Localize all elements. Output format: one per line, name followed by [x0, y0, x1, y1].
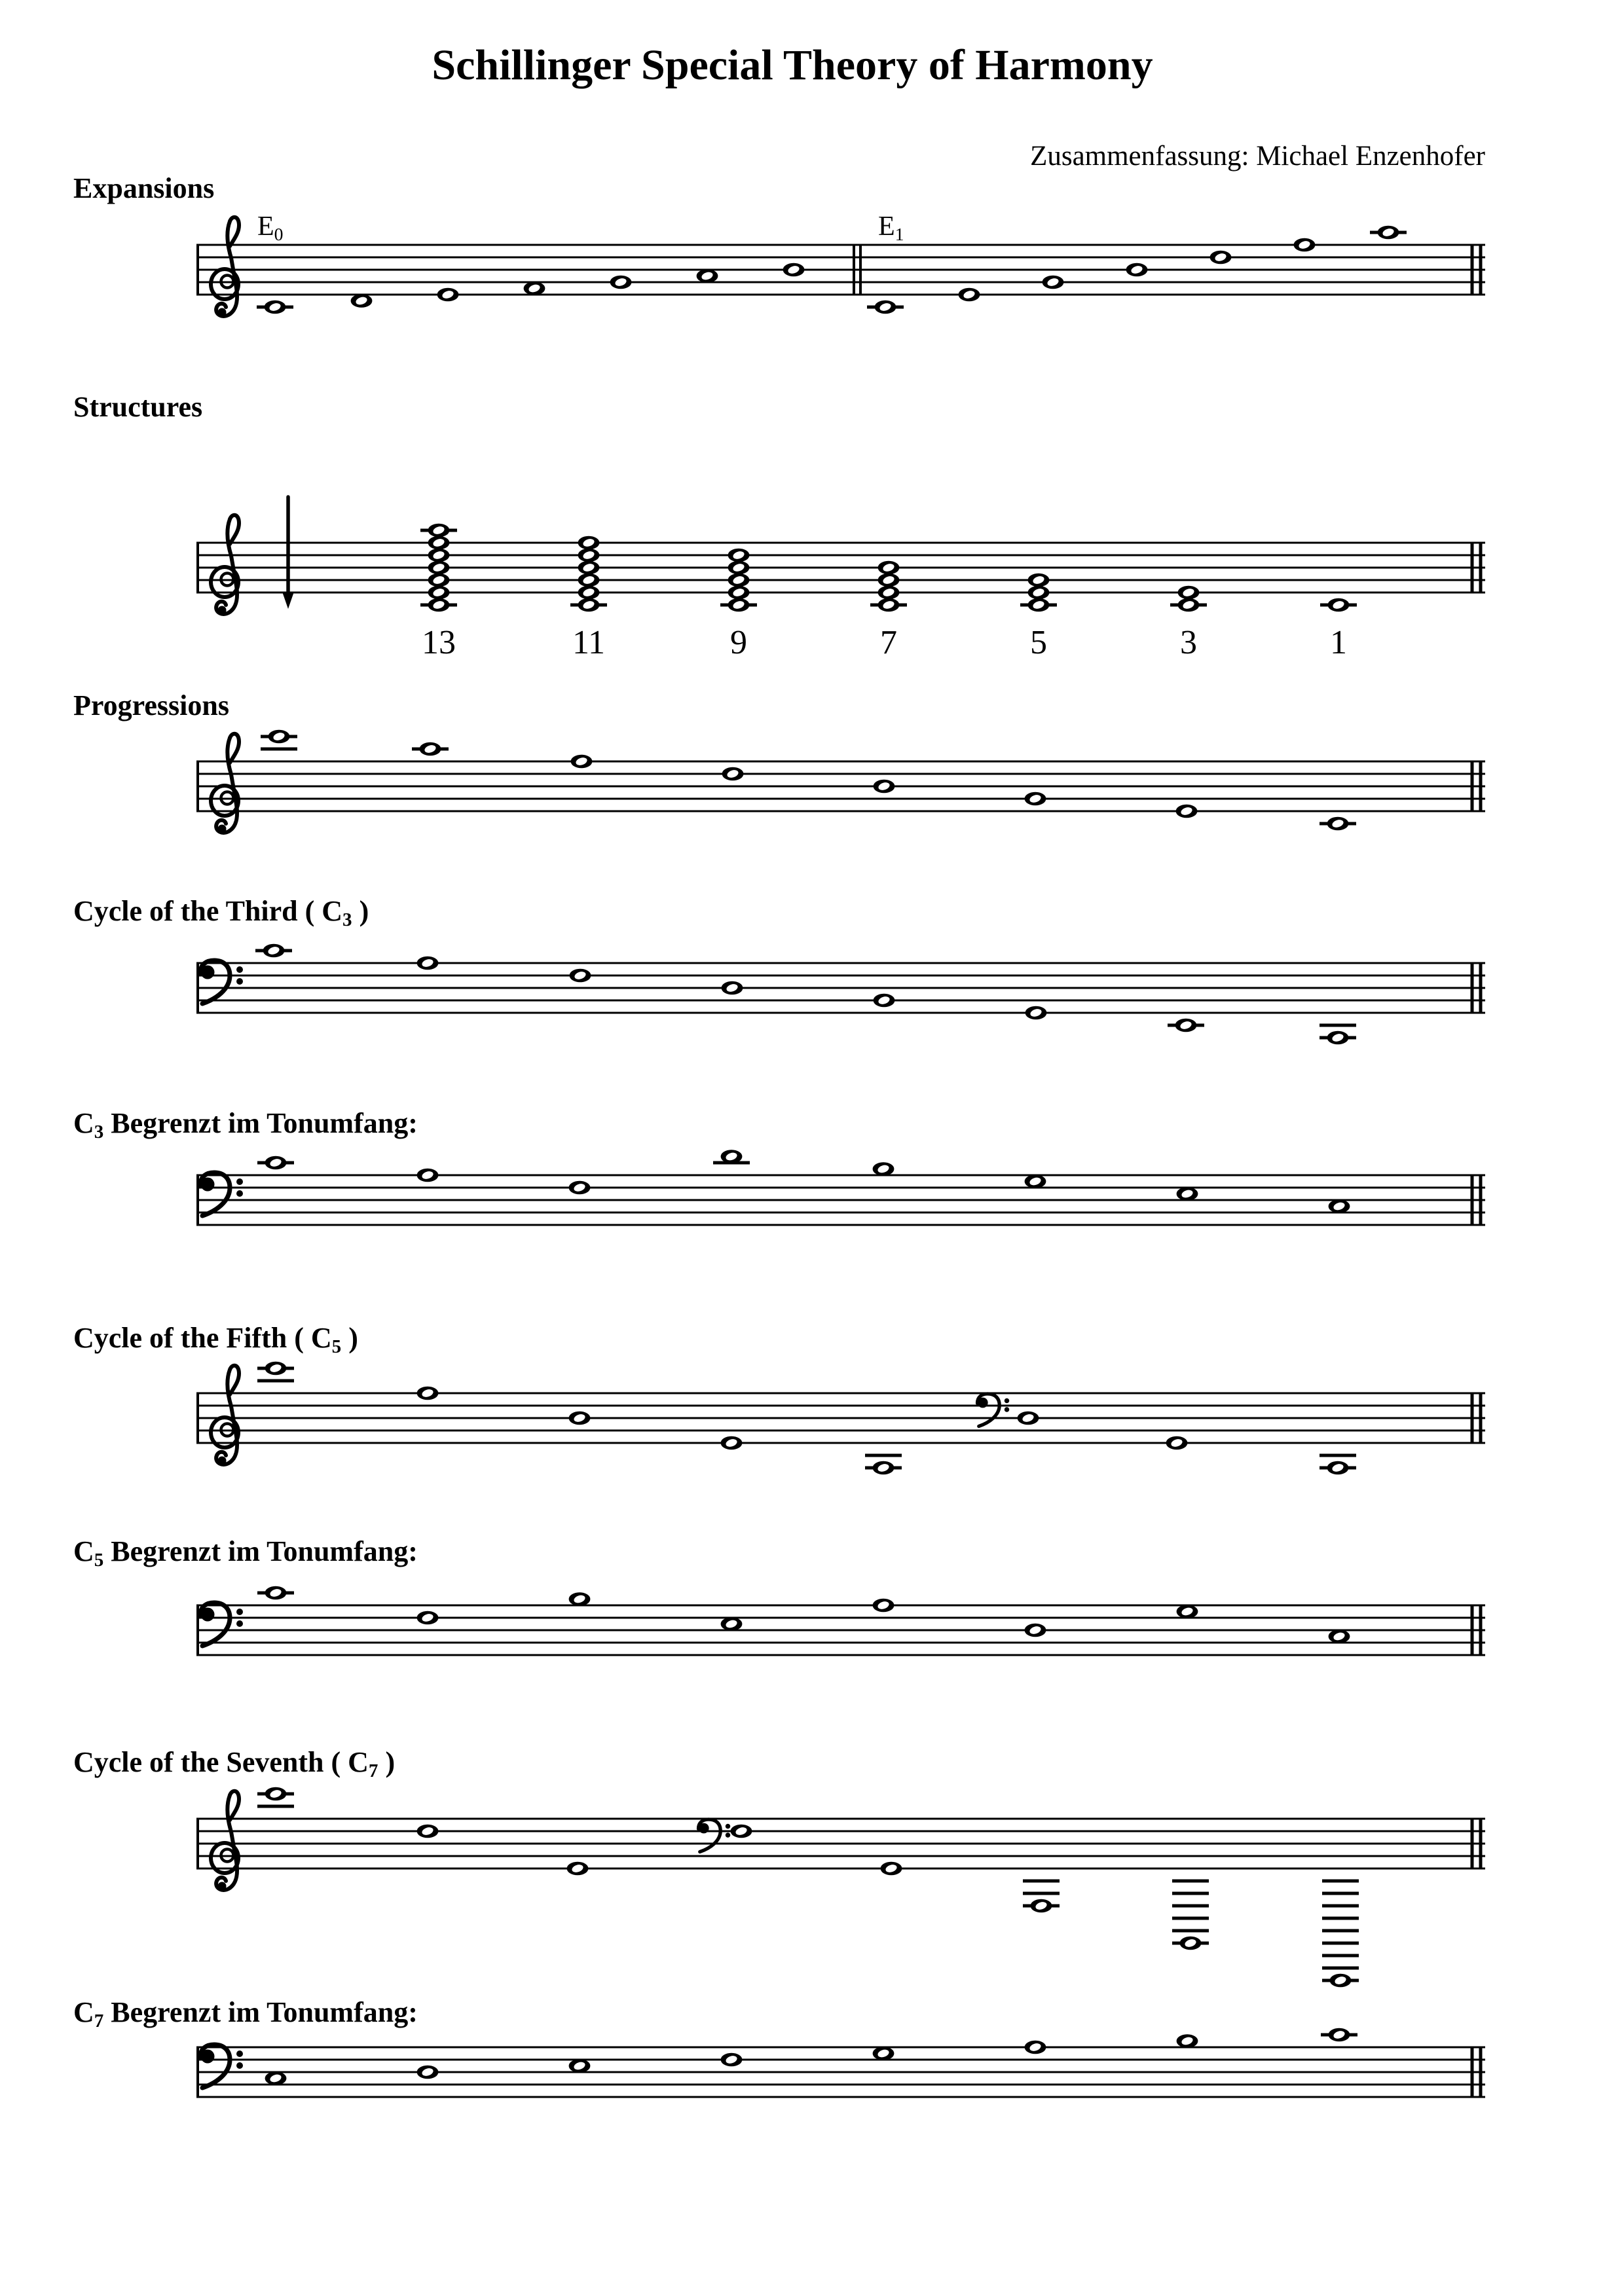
- note-A3: [417, 957, 439, 970]
- part-label-text: E: [878, 211, 895, 242]
- notehead-A5: [1378, 226, 1399, 240]
- notehead-F5: [1294, 238, 1316, 252]
- staff-lines: [196, 245, 1485, 295]
- notehead-G4: [1025, 792, 1046, 806]
- note-F3: [721, 2053, 743, 2067]
- heading-text: Cycle of the Fifth ( C: [73, 1322, 332, 1354]
- notehead-C4: [878, 598, 900, 612]
- staff-lines: [196, 1393, 1485, 1443]
- heading-subscript: 5: [94, 1550, 104, 1571]
- bass-clef-icon: [200, 960, 243, 1004]
- notehead-D5: [728, 549, 750, 562]
- notehead-B4: [783, 263, 805, 277]
- heading-subscript: 7: [368, 1760, 378, 1782]
- note-C2: [1320, 1025, 1356, 1044]
- staff-lines: [196, 2047, 1485, 2097]
- treble-clef-icon: [211, 734, 239, 833]
- notehead-D5: [722, 767, 744, 781]
- part-label-text: E: [257, 211, 274, 242]
- note-E3: [1177, 1187, 1198, 1201]
- heading-structures: [73, 390, 202, 427]
- notehead-C6: [268, 730, 290, 744]
- notehead-C4: [1329, 2028, 1350, 2042]
- heading-subscript: 7: [94, 2011, 104, 2032]
- notehead-F3: [417, 1611, 439, 1625]
- heading-text: Structures: [73, 391, 203, 423]
- heading-c5-begrenzt: [73, 1535, 418, 1571]
- note-E4: [721, 1436, 743, 1450]
- notehead-F5: [578, 536, 600, 550]
- note-F5: [417, 1387, 439, 1400]
- notehead-B2: [874, 994, 895, 1008]
- notehead-B4: [578, 561, 600, 575]
- notehead-A1: [1031, 1899, 1052, 1913]
- note-D4: [713, 1150, 750, 1163]
- note-A3: [417, 1169, 439, 1182]
- notehead-D3: [1025, 1624, 1046, 1637]
- notehead-C4: [1178, 598, 1200, 612]
- part-label: [257, 211, 284, 245]
- note-G3: [1025, 1175, 1046, 1188]
- bass-clef-icon: [699, 1819, 731, 1852]
- note-G2: [1166, 1436, 1188, 1450]
- notehead-C4: [875, 301, 896, 314]
- staff-lines: [196, 1819, 1485, 1868]
- system-c7-begrenzt: [196, 2028, 1485, 2098]
- note-A5: [412, 742, 449, 756]
- note-C4: [257, 1156, 294, 1170]
- chord-number: 3: [1180, 624, 1197, 661]
- notehead-B4: [428, 561, 450, 575]
- notehead-F3: [570, 969, 591, 983]
- note-A5: [1370, 226, 1407, 240]
- heading-cycle-fifth: [73, 1321, 358, 1358]
- notehead-G4: [428, 574, 450, 587]
- note-A3: [873, 1599, 895, 1613]
- notehead-D5: [428, 549, 450, 562]
- part-label-subscript: 1: [895, 223, 904, 244]
- note-B4: [783, 263, 805, 277]
- staff-lines: [196, 963, 1485, 1013]
- notehead-D4: [721, 1150, 743, 1163]
- notehead-G3: [1177, 1605, 1198, 1618]
- notehead-A3: [873, 1461, 895, 1475]
- notehead-C0: [1330, 1974, 1352, 1988]
- note-E4: [437, 288, 459, 302]
- notehead-C4: [428, 598, 450, 612]
- staff-lines: [196, 1605, 1485, 1655]
- heading-text: ): [341, 1322, 358, 1354]
- treble-clef-icon: [211, 515, 239, 615]
- page-title: Schillinger Special Theory of Harmony: [432, 41, 1153, 89]
- notehead-C3: [1329, 1199, 1350, 1213]
- notehead-C4: [578, 598, 600, 612]
- note-D3: [1018, 1412, 1039, 1425]
- system-expansions: [196, 217, 1485, 317]
- notehead-B0: [1180, 1937, 1202, 1950]
- heading-text: Cycle of the Seventh ( C: [73, 1746, 369, 1778]
- note-G3: [1177, 1605, 1198, 1618]
- note-D4: [351, 294, 373, 308]
- bass-clef-icon: [978, 1394, 1010, 1427]
- notehead-G4: [1043, 276, 1064, 289]
- note-C3: [1329, 1630, 1350, 1643]
- note-D3: [1025, 1624, 1046, 1637]
- note-F5: [571, 755, 593, 769]
- notehead-A3: [417, 957, 439, 970]
- heading-text: Expansions: [73, 172, 215, 204]
- chord-3: [1170, 586, 1207, 661]
- heading-expansions: [73, 172, 214, 208]
- notehead-E4: [1176, 805, 1198, 818]
- notehead-B3: [569, 1592, 591, 1606]
- note-G4: [1025, 792, 1046, 806]
- chord-number: 9: [730, 624, 747, 661]
- bass-clef-icon: [200, 2045, 243, 2088]
- notehead-B3: [1177, 2034, 1198, 2048]
- note-B2: [874, 994, 895, 1008]
- notehead-E2: [1175, 1019, 1197, 1032]
- staff-lines: [196, 761, 1485, 811]
- note-D5: [417, 1825, 439, 1838]
- notehead-D3: [1018, 1412, 1039, 1425]
- notehead-E4: [728, 586, 750, 600]
- notehead-C4: [265, 1156, 287, 1170]
- heading-text: Cycle of the Third ( C: [73, 895, 343, 927]
- notehead-F5: [428, 536, 450, 550]
- note-C4: [867, 301, 904, 314]
- treble-clef-icon: [211, 1366, 239, 1465]
- notehead-D3: [722, 981, 743, 995]
- note-E4: [567, 1862, 589, 1876]
- staff-lines: [196, 543, 1485, 592]
- notehead-C6: [265, 1787, 287, 1801]
- note-D3: [417, 2066, 439, 2079]
- note-B3: [1177, 2034, 1198, 2048]
- note-E4: [1176, 805, 1198, 818]
- system-cycle-seventh: [196, 1787, 1485, 1988]
- note-F3: [570, 969, 591, 983]
- notehead-F5: [571, 755, 593, 769]
- notehead-G2: [1166, 1436, 1188, 1450]
- notehead-G4: [578, 574, 600, 587]
- note-D5: [722, 767, 744, 781]
- system-c5-begrenzt: [196, 1586, 1485, 1656]
- note-B3: [569, 1592, 591, 1606]
- notehead-F3: [569, 1181, 591, 1195]
- notehead-C4: [1028, 598, 1050, 612]
- chord-number: 5: [1030, 624, 1047, 661]
- notehead-E4: [437, 288, 459, 302]
- treble-clef-icon: [211, 217, 239, 317]
- notehead-G3: [1025, 1175, 1046, 1188]
- note-C6: [261, 730, 297, 749]
- notehead-E4: [1028, 586, 1050, 600]
- arrow-down-icon: [282, 497, 294, 609]
- bass-clef-icon: [200, 1603, 243, 1646]
- notehead-E4: [567, 1862, 589, 1876]
- note-F3: [731, 1825, 752, 1838]
- notehead-E3: [721, 1617, 743, 1631]
- heading-subscript: 3: [94, 1121, 104, 1143]
- chord-5: [1020, 574, 1057, 661]
- notehead-D3: [417, 2066, 439, 2079]
- note-C3: [1329, 1199, 1350, 1213]
- note-D5: [1210, 251, 1232, 264]
- note-C4: [1320, 817, 1356, 831]
- notehead-C4: [728, 598, 750, 612]
- chord-number: 13: [422, 624, 456, 661]
- note-D3: [722, 981, 743, 995]
- note-C2: [1320, 1455, 1356, 1474]
- system-cycle-fifth: [196, 1362, 1485, 1475]
- notehead-C4: [265, 1586, 287, 1600]
- heading-text: Begrenzt im Tonumfang:: [103, 1535, 418, 1567]
- note-C4: [257, 301, 293, 314]
- note-A3: [1025, 2041, 1046, 2054]
- note-C3: [265, 2071, 287, 2085]
- system-progressions: [196, 730, 1485, 833]
- notehead-B4: [1126, 263, 1148, 277]
- notehead-C4: [1328, 598, 1350, 612]
- notehead-E4: [959, 288, 980, 302]
- chord-9: [720, 549, 757, 661]
- note-G4: [610, 276, 632, 289]
- notehead-G2: [1025, 1006, 1047, 1020]
- system-c3-begrenzt: [196, 1150, 1485, 1226]
- chord-7: [870, 561, 907, 661]
- notehead-G4: [878, 574, 900, 587]
- notehead-F3: [721, 2053, 743, 2067]
- notehead-A3: [417, 1169, 439, 1182]
- note-F5: [1294, 238, 1316, 252]
- notehead-C4: [1327, 817, 1349, 831]
- note-C6: [257, 1787, 294, 1806]
- notehead-A3: [873, 1599, 895, 1613]
- note-B4: [1126, 263, 1148, 277]
- notehead-A3: [1025, 2041, 1046, 2054]
- notehead-B3: [873, 1162, 895, 1176]
- treble-clef-icon: [211, 1791, 239, 1891]
- note-F4: [524, 282, 545, 295]
- heading-text: Begrenzt im Tonumfang:: [103, 1996, 418, 2028]
- notehead-A4: [697, 269, 718, 283]
- notehead-F4: [524, 282, 545, 295]
- notehead-D5: [1210, 251, 1232, 264]
- part-label: [878, 211, 904, 245]
- staff-lines: [196, 1175, 1485, 1225]
- note-F3: [569, 1181, 591, 1195]
- heading-text: ): [378, 1746, 396, 1778]
- notehead-A5: [420, 742, 441, 756]
- chord-number: 1: [1330, 624, 1347, 661]
- note-C4: [255, 944, 292, 958]
- heading-c7-begrenzt: [73, 1995, 418, 2032]
- notehead-D5: [417, 1825, 439, 1838]
- system-cycle-third: [196, 944, 1485, 1045]
- note-A1: [1023, 1881, 1060, 1912]
- bass-clef-icon: [200, 1173, 243, 1216]
- heading-subscript: 3: [342, 909, 352, 931]
- note-G2: [1025, 1006, 1047, 1020]
- chord-number: 7: [880, 624, 897, 661]
- heading-progressions: [73, 689, 229, 725]
- notehead-F5: [417, 1387, 439, 1400]
- note-F3: [417, 1611, 439, 1625]
- note-A4: [697, 269, 718, 283]
- notehead-G4: [1028, 574, 1050, 587]
- notehead-B4: [874, 780, 895, 793]
- notehead-E4: [721, 1436, 743, 1450]
- notehead-C3: [1329, 1630, 1350, 1643]
- heading-text: Progressions: [73, 689, 229, 721]
- heading-text: C: [73, 1996, 94, 2028]
- note-E2: [1168, 1019, 1204, 1032]
- notehead-C6: [265, 1362, 287, 1376]
- notehead-E4: [1178, 586, 1200, 600]
- note-B4: [569, 1412, 591, 1425]
- heading-text: C: [73, 1535, 94, 1567]
- notehead-C2: [1327, 1031, 1349, 1045]
- note-B0: [1172, 1881, 1209, 1950]
- subtitle: Zusammenfassung: Michael Enzenhofer: [1030, 141, 1485, 172]
- note-E3: [569, 2059, 591, 2073]
- notehead-B4: [569, 1412, 591, 1425]
- note-B3: [873, 1162, 895, 1176]
- notehead-E4: [878, 586, 900, 600]
- notehead-C4: [265, 301, 286, 314]
- system-structures: [196, 497, 1485, 661]
- notehead-G2: [881, 1862, 902, 1876]
- notehead-C3: [265, 2071, 287, 2085]
- part-label-subscript: 0: [274, 223, 284, 244]
- notehead-G4: [610, 276, 632, 289]
- notehead-G3: [873, 2047, 895, 2060]
- heading-cycle-third: [73, 894, 369, 931]
- heading-text: Begrenzt im Tonumfang:: [103, 1107, 418, 1139]
- chord-number: 11: [572, 624, 606, 661]
- note-C4: [1321, 2028, 1357, 2042]
- note-E4: [959, 288, 980, 302]
- notehead-E4: [428, 586, 450, 600]
- heading-text: C: [73, 1107, 94, 1139]
- notehead-E3: [569, 2059, 591, 2073]
- note-C4: [257, 1586, 294, 1600]
- heading-subscript: 5: [331, 1336, 342, 1358]
- notehead-B4: [728, 561, 750, 575]
- notehead-G4: [728, 574, 750, 587]
- chord-1: [1320, 598, 1357, 661]
- notehead-D4: [351, 294, 373, 308]
- note-G4: [1043, 276, 1064, 289]
- notehead-A5: [428, 524, 450, 538]
- heading-c3-begrenzt: [73, 1106, 418, 1143]
- note-C0: [1322, 1881, 1359, 1987]
- heading-cycle-seventh: [73, 1745, 395, 1782]
- note-B4: [874, 780, 895, 793]
- notehead-E3: [1177, 1187, 1198, 1201]
- heading-text: ): [352, 895, 369, 927]
- notehead-D5: [578, 549, 600, 562]
- notehead-F3: [731, 1825, 752, 1838]
- notehead-E4: [578, 586, 600, 600]
- note-G3: [873, 2047, 895, 2060]
- notehead-C4: [263, 944, 285, 958]
- notehead-B4: [878, 561, 900, 575]
- note-A3: [865, 1455, 902, 1474]
- note-E3: [721, 1617, 743, 1631]
- note-C6: [257, 1362, 294, 1381]
- note-G2: [881, 1862, 902, 1876]
- notehead-C2: [1327, 1461, 1349, 1475]
